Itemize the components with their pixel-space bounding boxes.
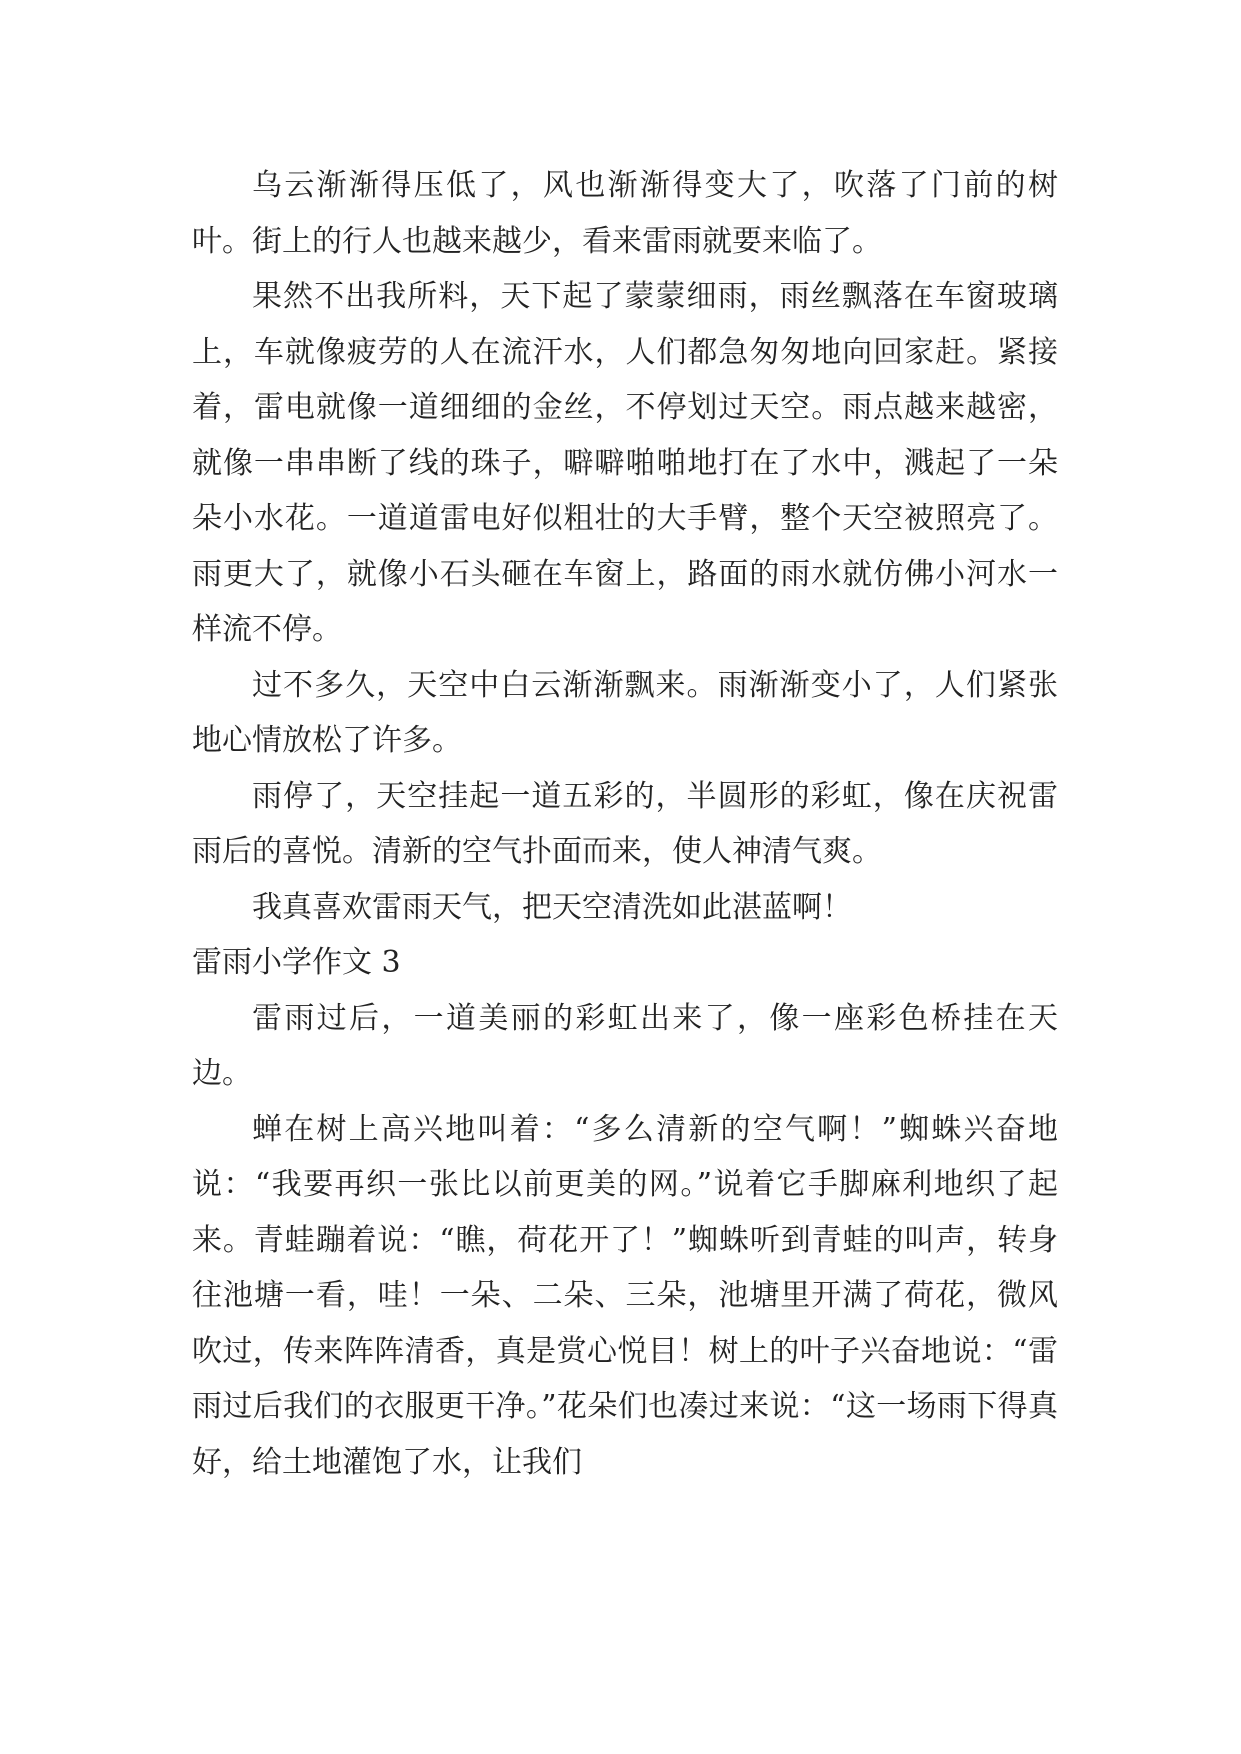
- document-page: [192, 158, 1058, 1490]
- paragraph-5: 我真喜欢雷雨天气，把天空清洗如此湛蓝啊！: [252, 889, 852, 925]
- paragraph-1: 乌云渐渐得压低了，风也渐渐得变大了，吹落了门前的树叶。街上的行人也越来越少，看来雷雨就要来临了。: [192, 168, 1058, 259]
- paragraph-6: 雷雨过后，一道美丽的彩虹出来了，像一座彩色桥挂在天边。: [192, 1000, 1058, 1091]
- paragraph-7: 蝉在树上高兴地叫着：“多么清新的空气啊！”蜘蛛兴奋地说：“我要再织一张比以前更美的网。”说着它手脚麻利地织了起来。青蛙蹦着说：“瞧，荷花开了！”蜘蛛听到青蛙的叫声，转身往池塘一看，哇！一朵、二朵、三朵，池塘里开满了荷花，微风吹过，传来阵阵清香，真是赏心悦目！树上的叶子兴奋地说：“雷雨过后我们的衣服更干净。”花朵们也凑过来说：“这一场雨下得真好，给土地灌饱了水，让我们: [192, 1111, 1058, 1480]
- section-heading: 雷雨小学作文 3: [192, 945, 401, 980]
- paragraph-2: 果然不出我所料，天下起了蒙蒙细雨，雨丝飘落在车窗玻璃上，车就像疲劳的人在流汗水，人们都急匆匆地向回家赶。紧接着，雷电就像一道细细的金丝，不停划过天空。雨点越来越密，就像一串串断了线的珠子，噼噼啪啪地打在了水中，溅起了一朵朵小水花。一道道雷电好似粗壮的大手臂，整个天空被照亮了。雨更大了，就像小石头砸在车窗上，路面的雨水就仿佛小河水一样流不停。: [192, 279, 1058, 647]
- paragraph-4: 雨停了，天空挂起一道五彩的，半圆形的彩虹，像在庆祝雷雨后的喜悦。清新的空气扑面而来，使人神清气爽。: [192, 778, 1058, 869]
- paragraph-3: 过不多久，天空中白云渐渐飘来。雨渐渐变小了，人们紧张地心情放松了许多。: [192, 667, 1058, 758]
